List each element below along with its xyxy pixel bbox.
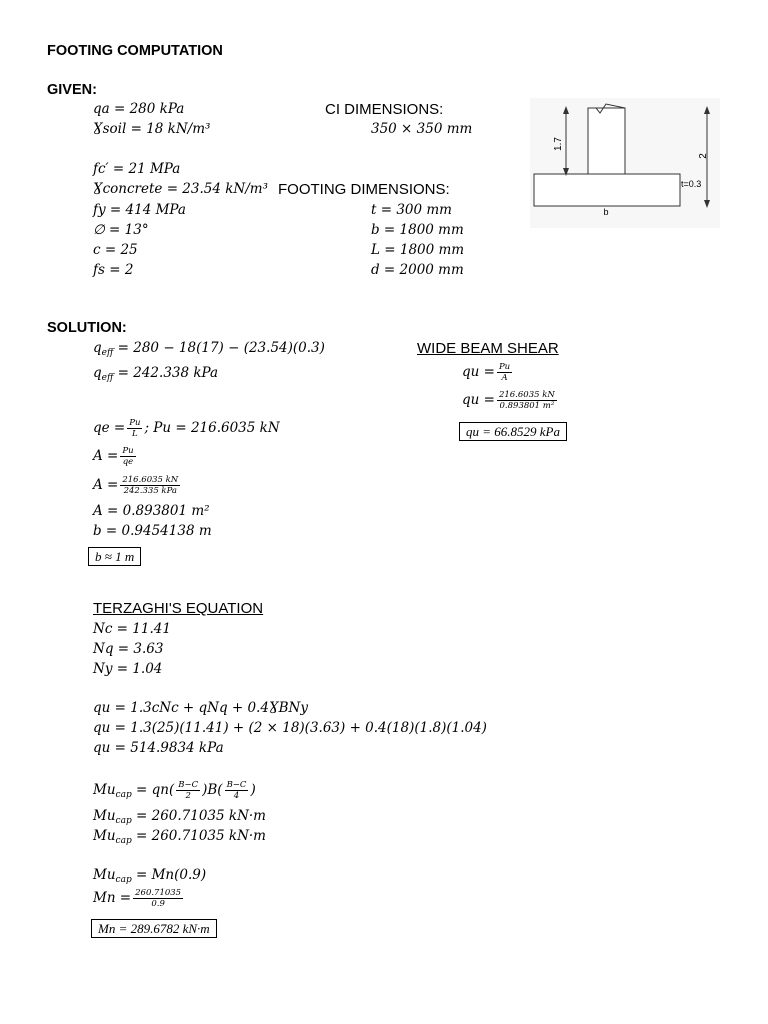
footing-t: t = 300 mm bbox=[371, 202, 452, 218]
moment-value-1: $Mu_{cap} = 260.71035$ kN·m bbox=[93, 808, 266, 826]
ci-dimensions-heading: CI DIMENSIONS: bbox=[325, 101, 444, 118]
footing-L: L = 1800 mm bbox=[371, 242, 465, 258]
given-gamma-concrete: Ɣconcrete = 23.54 kN/m³ bbox=[93, 181, 268, 197]
dim-label-b: b bbox=[603, 207, 609, 217]
area-equation-1: A = $\frac{Pu}{qe}$ bbox=[93, 446, 134, 467]
wide-beam-qu-2: qu = $\frac{216.6035 kN}{\text{0.893801 m²}}$ bbox=[462, 390, 555, 411]
given-fs: fs = 2 bbox=[93, 262, 134, 278]
qeff-equation-1: $q_{eff} = 280 - 18(17) - (23.54)(0.3)$ bbox=[93, 340, 325, 358]
footing-diagram bbox=[530, 98, 720, 228]
given-fc: fc′ = 21 MPa bbox=[93, 161, 181, 177]
wide-beam-qu-1: qu = $\frac{Pu}{A}$ bbox=[462, 362, 511, 383]
b-value: b = 0.9454138 m bbox=[93, 523, 212, 539]
terzaghi-Nc: Nc = 11.41 bbox=[93, 621, 171, 637]
b-result-box: b ≈ 1 m bbox=[88, 547, 141, 566]
moment-formula: $Mu_{cap} = qn$( $\frac{B-C}{2}$ )B( $\frac{B-C}{4}$ ) bbox=[93, 780, 256, 801]
moment-mn-relation: $Mu_{cap} = Mn(0.9)$ bbox=[93, 867, 207, 885]
qeff-equation-2: $q_{eff} = 242.338$ kPa bbox=[93, 365, 219, 383]
footing-dimensions-heading: FOOTING DIMENSIONS: bbox=[278, 181, 450, 198]
solution-heading: SOLUTION: bbox=[47, 320, 127, 336]
terzaghi-qu-substitution: qu = 1.3(25)(11.41) + (2 × 18)(3.63) + 0.4(18)(1.8)(1.04) bbox=[93, 720, 487, 736]
moment-mn-fraction: Mn = $\frac{260.71035}{0.9}$ bbox=[93, 888, 182, 909]
given-fy: fy = 414 MPa bbox=[93, 202, 186, 218]
area-value: A = 0.893801 m² bbox=[93, 503, 210, 519]
given-heading: GIVEN: bbox=[47, 82, 97, 98]
mn-result-box: Mn = 289.6782 kN·m bbox=[91, 919, 217, 938]
given-qa: qa = 280 kPa bbox=[93, 101, 185, 117]
given-phi: ∅ = 13° bbox=[93, 222, 149, 238]
terzaghi-qu-formula: qu = 1.3cNc + qNq + 0.4ƔBNy bbox=[93, 700, 308, 716]
terzaghi-Ny: Ny = 1.04 bbox=[93, 661, 163, 677]
given-c: c = 25 bbox=[93, 242, 138, 258]
ci-dimensions-value: 350 × 350 mm bbox=[371, 121, 473, 137]
wide-beam-result-box: qu = 66.8529 kPa bbox=[459, 422, 567, 441]
terzaghi-heading: TERZAGHI'S EQUATION bbox=[93, 600, 264, 617]
footing-d: d = 2000 mm bbox=[371, 262, 464, 278]
given-gamma-soil: Ɣsoil = 18 kN/m³ bbox=[93, 121, 211, 137]
terzaghi-qu-result: qu = 514.9834 kPa bbox=[93, 740, 224, 756]
moment-value-2: $Mu_{cap} = 260.71035$ kN·m bbox=[93, 828, 266, 846]
area-equation-2: A = $\frac{216.6035 kN}{\text{242.335 kPa}}$ bbox=[93, 475, 179, 496]
qe-equation: qe = $\frac{Pu}{L}$ ; Pu = 216.6035 kN bbox=[93, 418, 280, 439]
terzaghi-Nq: Nq = 3.63 bbox=[93, 641, 164, 657]
wide-beam-shear-heading: WIDE BEAM SHEAR bbox=[417, 340, 559, 357]
dim-label-2: 2 bbox=[698, 153, 709, 159]
footing-b: b = 1800 mm bbox=[371, 222, 464, 238]
page-title: FOOTING COMPUTATION bbox=[47, 43, 223, 59]
dim-label-t: t=0.3 bbox=[681, 179, 702, 189]
dim-label-1-7: 1.7 bbox=[553, 137, 564, 151]
